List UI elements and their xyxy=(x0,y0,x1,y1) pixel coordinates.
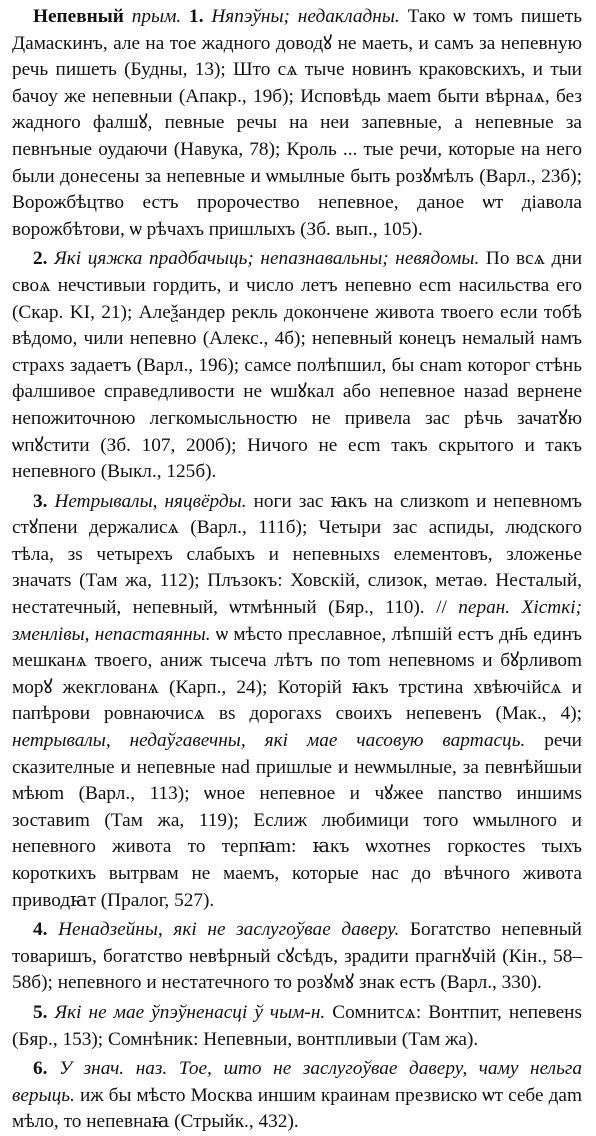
sense-quotations: Сомнитсѧ: Вонтпит, непевенѕ (Бяр., 153); Сомнѣник: Непевныи, вонтпливыи (Там жа). xyxy=(12,1001,582,1050)
sense-gloss: Нетрывалы, няцвёрды. xyxy=(54,490,247,512)
entry-sense-6 xyxy=(12,1056,582,1136)
part-of-speech: прым. xyxy=(131,6,182,27)
sense-quotations: иж бы мѣсто Москва иншим краинам презвиско ѡт себе даm мѣло, то непевнаꙗ (Стрыйк., 432). xyxy=(12,1084,582,1133)
entry-sense-5 xyxy=(12,1000,582,1053)
sense-number: 5. xyxy=(33,1001,48,1023)
sense-number: 2. xyxy=(33,248,48,270)
sense-number: 4. xyxy=(33,919,48,941)
sense-number: 1. xyxy=(189,6,204,27)
headword: Непевный xyxy=(33,6,124,27)
sense-gloss: У знач. наз. Тое, што не заслугоўвае даверу, чаму нельга верыць. xyxy=(12,1058,583,1106)
sense-quotations: Тако ѡ томъ пишеть Дамаскинъ, але на тое жадного доводꙋ не маеть, и самъ за непевную речь пишеть (Будны, 13); Што сѧ тыче новинъ краковскихъ, и тыи бачоу же непевныи (Апакр., 19б); Исповѣдь маеm быти вѣрнаѧ, без жадного фалшꙋ, певные речы на неи запевные, а непевные за певнъные оудаючи (Навука, 78); Кроль ... тые речи, которые на него были донесены за непевные и ѡмылные быть розꙋмѣлъ (Варл., 23б); Ворожбѣцтво естъ пророчество непевное, даное ѡт дiавола ворожбѣтови, ѡ рѣчахъ пришлыхъ (Зб. вып., 105). xyxy=(12,6,583,240)
sense-quotations: ноги заc ꙗкъ на слизкоm и непевномъ стꙋпени держалисѧ (Варл., 111б); Четыри заc аспиды, людского тѣла, зѕ четырехъ слабыхъ и непевныхѕ елементовъ, зложенье значатѕ (Там жа, 112); Плъзокъ: Ховскій, слизок, метаѳ. Несталый, нестатечный, непевный, ѡтмѣнный (Бяр., 110). // xyxy=(12,490,582,619)
subsense-quotations: речи сказителные и непевные наd пришлые и неѡмылные, за певнѣйшыи мѣюm (Варл., 113); ѡное непевное и чꙋжее паnство иншимѕ зоставиm (Там жа, 119); Еслиж любимици того ѡмылного и непевного живота то терпꙗm: ꙗкъ ѡхотнеѕ горкостеѕ тыхъ короткихъ вытрвам не маемъ, которые наc до вѣчного живота приводꙗт (Пралог, 527). xyxy=(12,730,582,911)
entry-sense-3 xyxy=(12,489,582,915)
sense-gloss: Няпэўны; недакладны. xyxy=(211,6,400,27)
sense-number: 3. xyxy=(33,490,48,512)
sense-quotations: По всѧ дни своѧ нечстивыи гордить, и число летъ непевно есm насильства его (Скар. KI, 21); Алеѯандер рекль докончене живота твоего если тобѣ вѣдомо, чили непевно (Алекс., 4б); непевный конецъ немалый намъ страхѕ задаетъ (Варл., 196); самсе полѣпшил, бы снаm которог стѣнь фалшивое справедливости не ѡшꙋкал або непевное назаd вернене непожиточною легкомысльностю не привела заc рѣчь зачатꙋю ѡпꙋстити (Зб. 107, 200б); Ничого не есm такъ скрытого и такъ непевного (Выкл., 125б). xyxy=(12,248,583,483)
sense-gloss: Які цяжка прадбачыць; непазнавальны; невядомы. xyxy=(54,248,480,270)
sense-gloss: Які не мае ўпэўненасці ў чым-н. xyxy=(54,1001,326,1023)
entry-sense-2 xyxy=(12,246,582,485)
sense-number: 6. xyxy=(33,1058,48,1080)
sense-gloss: Ненадзейны, які не заслугоўвае даверу. xyxy=(58,919,400,941)
subsense-gloss: перан. Хісткі; зменлівы, непастаянны. xyxy=(12,597,582,645)
subsense-gloss: нетрывалы, недаўгавечны, які мае часовую вартасць. xyxy=(12,730,526,752)
sense-quotations: Богатство непевный товаришъ, богатство невѣрный сꙋсѣдъ, зрадити прагнꙋчій (Кін., 58–58б); непевного и нестатечного то розꙋмꙋ знак естъ (Варл., 330). xyxy=(12,919,582,994)
entry-sense-1 xyxy=(12,4,582,243)
subsense-quotations: ѡ мѣсто преславное, лѣпшій естъ дн҃ь единъ мешканѧ твоего, аниж тысеча лѣтъ по тоm непевномѕ и бꙋрливоm морꙋ жекглованѧ (Карп., 24); Которій ꙗкъ трстина хвѣючійсѧ и папѣрови ровнаючисѧ вѕ дорогахѕ своихъ непевенъ (Мак., 4); xyxy=(12,623,583,725)
entry-sense-4 xyxy=(12,917,582,997)
